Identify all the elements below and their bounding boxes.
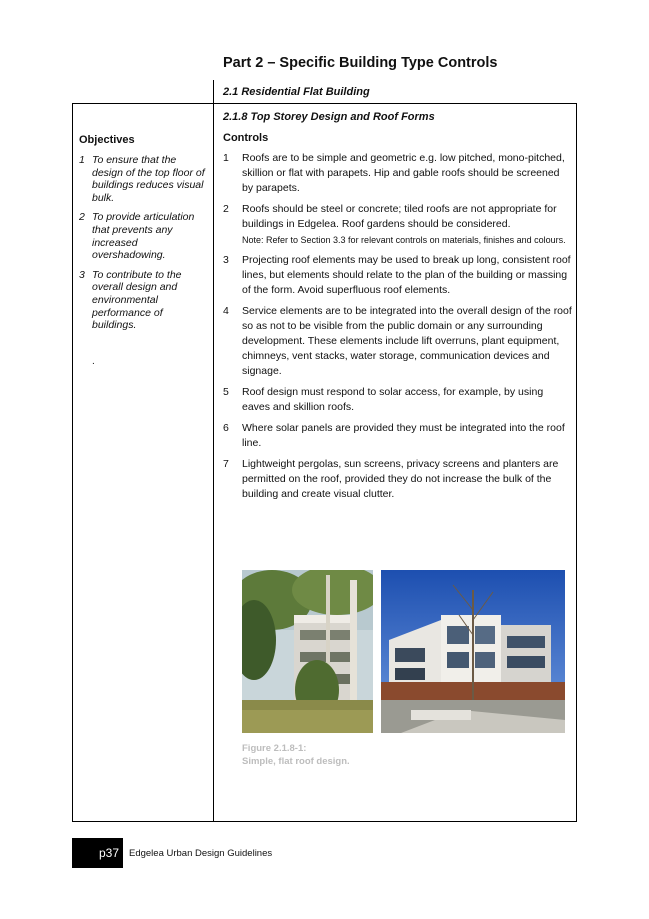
control-number: 3 [223, 254, 229, 266]
footer-document-title: Edgelea Urban Design Guidelines [129, 848, 273, 859]
control-item [223, 304, 573, 379]
column-divider-top [213, 80, 214, 103]
control-item [223, 253, 573, 298]
column-divider [213, 103, 214, 822]
control-number: 2 [223, 203, 229, 215]
control-number: 4 [223, 305, 229, 317]
control-body [242, 202, 573, 247]
control-item [223, 385, 573, 415]
objective-text: To ensure that the design of the top floor of buildings reduces visual bulk. [92, 154, 205, 204]
objective-item [79, 211, 207, 261]
controls-column [223, 111, 573, 508]
control-text: Roofs are to be simple and geometric e.g. low pitched, mono-pitched, skillion or flat with parapets. Hip and gable roofs should be screened by parapets. [242, 152, 565, 194]
objectives-column [79, 134, 207, 339]
figure-caption [242, 742, 350, 768]
control-number: 5 [223, 386, 229, 398]
objective-item [79, 269, 207, 332]
control-item [223, 457, 573, 502]
part-title: Part 2 – Specific Building Type Controls [223, 55, 498, 71]
control-text: Service elements are to be integrated into the overall design of the roof so as not to be visible from the public domain or any surrounding development. These elements include lift overruns, plant equipment, chimneys, vent stacks, water storage, communication devices and signage. [242, 305, 572, 377]
control-number: 6 [223, 422, 229, 434]
controls-heading: Controls [223, 132, 269, 144]
control-item [223, 202, 573, 247]
control-text: Projecting roof elements may be used to break up long, consistent roof lines, but elements should relate to the plan of the building or massing of the form. Avoid superfluous roof elements. [242, 254, 571, 296]
objective-number: 1 [79, 154, 85, 166]
control-text: Roof design must respond to solar access, for example, by using eaves and skillion roofs. [242, 386, 544, 413]
objectives-heading: Objectives [79, 134, 135, 146]
stray-mark: . [92, 356, 95, 367]
objective-number: 3 [79, 268, 85, 281]
control-item [223, 421, 573, 451]
control-number: 7 [223, 458, 229, 470]
building-photo-left [242, 570, 373, 733]
control-item [223, 151, 573, 196]
control-note: Note: Refer to Section 3.3 for relevant controls on materials, finishes and colours. [242, 235, 566, 245]
objective-number: 2 [79, 211, 85, 224]
subsection-title: 2.1.8 Top Storey Design and Roof Forms [223, 111, 435, 123]
control-text: Roofs should be steel or concrete; tiled roofs are not appropriate for buildings in Edgelea. Roof gardens should be considered. [242, 203, 557, 230]
building-photo-right [381, 570, 565, 733]
control-number: 1 [223, 152, 229, 164]
objective-text: To provide articulation that prevents any increased overshadowing. [92, 211, 195, 262]
page-number-badge [72, 838, 123, 868]
control-text: Lightweight pergolas, sun screens, privacy screens and planters are permitted on the roof, provided they do not increase the bulk of the building and create visual clutter. [242, 458, 559, 500]
figure-caption-text: Simple, flat roof design. [242, 756, 350, 767]
page-number: p37 [98, 846, 119, 860]
objective-item [79, 154, 207, 204]
control-text: Where solar panels are provided they must be integrated into the roof line. [242, 422, 565, 449]
section-title: 2.1 Residential Flat Building [223, 86, 370, 98]
objective-text: To contribute to the overall design and environmental performance of buildings. [92, 268, 182, 332]
figure-label: Figure 2.1.8-1: [242, 743, 307, 754]
